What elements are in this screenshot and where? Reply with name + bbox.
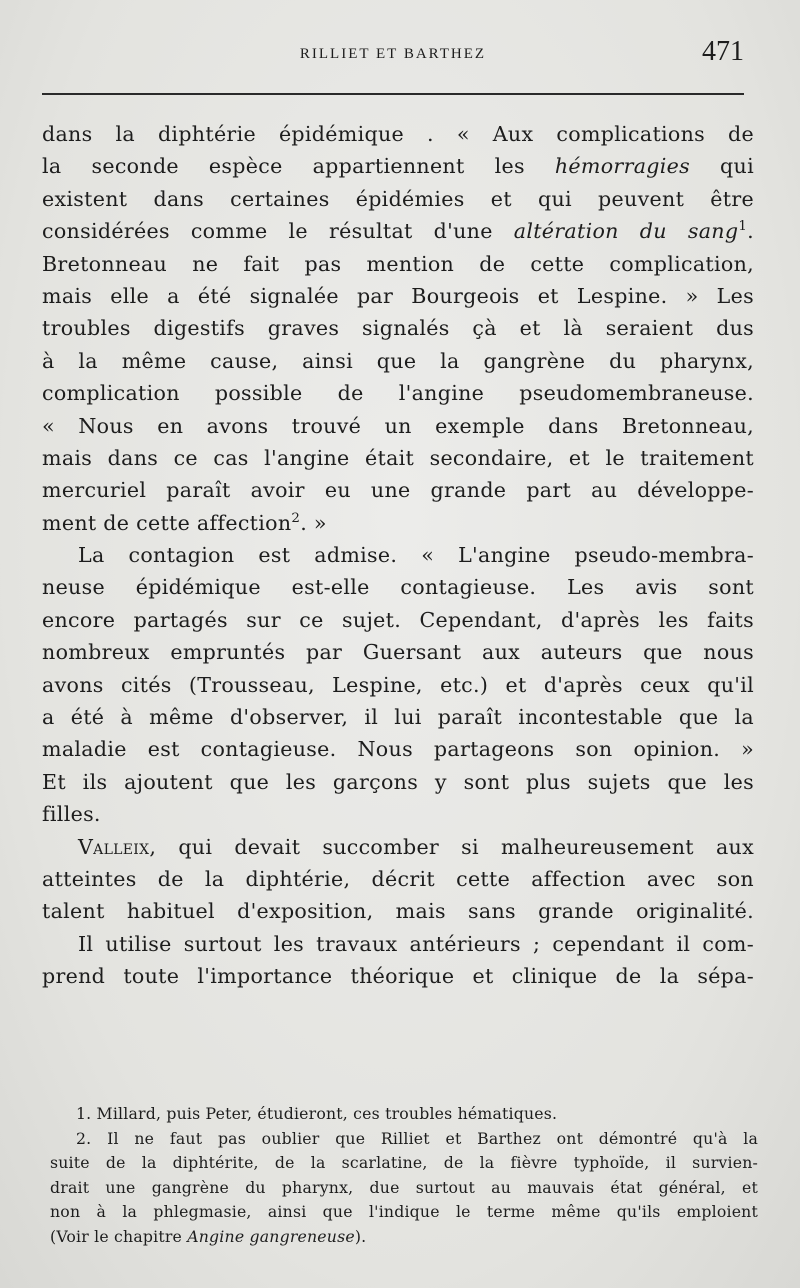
- body-text: [42, 118, 754, 993]
- italic-term: hémorragies: [554, 154, 691, 179]
- text-line: mercuriel paraît avoir eu une grande part au développe-: [42, 478, 754, 503]
- text-line: « Nous en avons trouvé un exemple dans Bretonneau,: [42, 413, 754, 438]
- footnote-line: non à la phlegmasie, ainsi que l'indique le terme même qu'ils emploient: [50, 1202, 758, 1222]
- italic-term: Angine gangreneuse: [187, 1226, 355, 1246]
- text-line: troubles digestifs graves signalés çà et là seraient dus: [42, 316, 754, 341]
- text-line: existent dans certaines épidémies et qui peuvent être: [42, 186, 754, 211]
- text-line: à la même cause, ainsi que la gangrène du pharynx,: [42, 348, 754, 373]
- text-line: encore partagés sur ce sujet. Cependant, d'après les faits: [42, 607, 754, 632]
- footnotes: [50, 1102, 758, 1250]
- text-line: Il utilise surtout les travaux antérieurs ; cependant il com-: [78, 931, 754, 956]
- text-line: avons cités (Trousseau, Lespine, etc.) et d'après ceux qu'il: [42, 672, 754, 697]
- running-head: [42, 36, 744, 80]
- text-line: mais dans ce cas l'angine était secondaire, et le traitement: [42, 445, 754, 470]
- footnote-ref: 1: [738, 219, 748, 235]
- text-line: a été à même d'observer, il lui paraît incontestable que la: [42, 705, 754, 730]
- text-line: atteintes de la diphtérie, décrit cette affection avec son: [42, 866, 754, 891]
- text-line: filles.: [42, 802, 101, 827]
- footnote-line: drait une gangrène du pharynx, due surtout au mauvais état général, et: [50, 1177, 758, 1197]
- text-line: Valleix, qui devait succomber si malheureusement aux: [78, 834, 754, 859]
- text-line: mais elle a été signalée par Bourgeois et Lespine. » Les: [42, 283, 754, 308]
- footnote-ref: 2: [291, 510, 301, 526]
- text-line: Bretonneau ne fait pas mention de cette complication,: [42, 251, 754, 276]
- footnote-line: 1. Millard, puis Peter, étudieront, ces troubles hématiques.: [76, 1104, 558, 1123]
- footnote-line: suite de la diphtérite, de la scarlatine, de la fièvre typhoïde, il survien-: [50, 1153, 758, 1173]
- author-name: Valleix: [78, 834, 150, 859]
- text-line: ment de cette affection$^2$. »: [42, 510, 327, 535]
- text-line: La contagion est admise. « L'angine pseudo-membra-: [78, 543, 754, 568]
- text-line: nombreux empruntés par Guersant aux auteurs que nous: [42, 640, 754, 665]
- footnote-line: 2. Il ne faut pas oublier que Rilliet et Barthez ont démontré qu'à la: [76, 1128, 758, 1148]
- running-title: RILLIET ET BARTHEZ: [299, 46, 487, 62]
- text-line: talent habituel d'exposition, mais sans grande originalité.: [42, 899, 754, 924]
- header-rule: [42, 93, 744, 95]
- text-line: Et ils ajoutent que les garçons y sont plus sujets que les: [42, 769, 754, 794]
- text-line: dans la diphtérie épidémique . « Aux complications de: [42, 122, 754, 146]
- text-line: considérées comme le résultat d'une altération du sang$^1$.: [42, 219, 754, 244]
- text-line: complication possible de l'angine pseudomembraneuse.: [42, 381, 754, 406]
- text-line: prend toute l'importance théorique et clinique de la sépa-: [42, 964, 754, 989]
- text-line: maladie est contagieuse. Nous partageons son opinion. »: [42, 737, 754, 762]
- text-line: la seconde espèce appartiennent les hémorragies qui: [42, 154, 754, 179]
- page-number: 471: [702, 36, 744, 67]
- text-line: neuse épidémique est-elle contagieuse. Les avis sont: [42, 575, 754, 600]
- footnote-line: (Voir le chapitre Angine gangreneuse).: [50, 1226, 367, 1246]
- italic-term: altération du sang: [513, 219, 739, 244]
